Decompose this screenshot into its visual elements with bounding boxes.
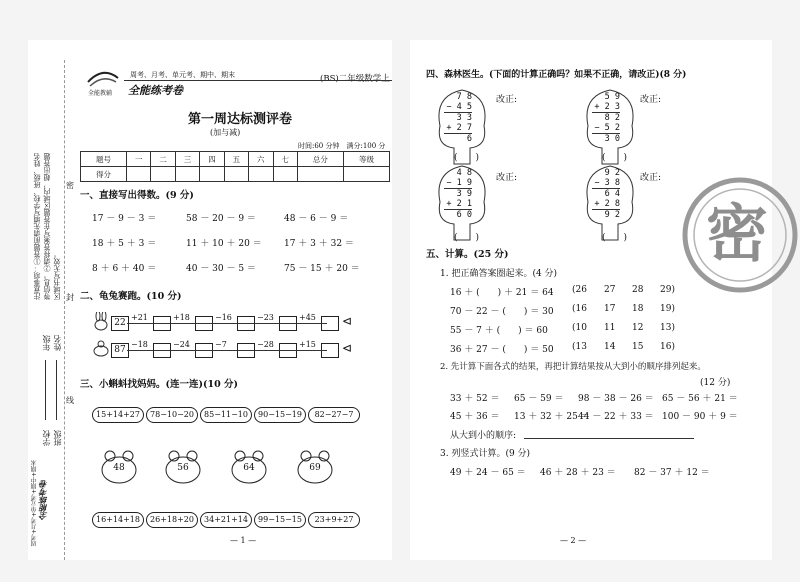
chain1-start: 22: [114, 318, 126, 328]
q2-points: (12 分): [700, 378, 731, 388]
finish-flag-icon: ⊲: [342, 314, 353, 328]
binding-bottom-tagline: 周考+月考+单元考+期中+期末: [31, 460, 38, 547]
q2-title: 2. 先计算下面各式的结果，再把计算结果按从大到小的顺序排列起来。: [440, 362, 706, 372]
frog-number: 64: [243, 463, 255, 473]
s1-eq: 11 ＋ 10 ＋ 20 ＝: [186, 239, 262, 249]
tadpole-card-bottom[interactable]: 34+21+14: [200, 512, 252, 528]
q2-expr: 45 ＋ 36 ＝: [450, 412, 500, 422]
paper-subtitle: (加与减): [210, 128, 241, 137]
tree-line: 5 9: [604, 92, 620, 102]
score-cell[interactable]: [297, 167, 343, 182]
score-head: 总分: [297, 152, 343, 167]
q1-opt[interactable]: 27: [604, 285, 616, 295]
turtle-icon: [92, 340, 110, 358]
tadpole-card-top[interactable]: 90−15−19: [254, 407, 306, 423]
grade-label: (BS)二年级数学上: [320, 74, 390, 84]
q1-title: 1. 把正确答案圈起来。(4 分): [440, 269, 558, 279]
binding-bottom-brand: 全能练考卷: [38, 480, 48, 520]
correct-label: 改正:: [496, 173, 518, 183]
s1-eq: 75 － 15 ＋ 20 ＝: [284, 264, 360, 274]
tree-line: 9 2: [604, 210, 620, 220]
tadpole-card-top[interactable]: 85−11−10: [200, 407, 252, 423]
score-cell[interactable]: [343, 167, 389, 182]
section2-heading: 二、龟兔赛跑。(10 分): [80, 291, 182, 302]
score-cell[interactable]: [175, 167, 199, 182]
tree-line: 3 9: [456, 189, 472, 199]
tree-line: 6 0: [456, 210, 472, 220]
seal-char-1: 密: [66, 181, 74, 190]
rabbit-icon: [92, 312, 110, 332]
score-cell[interactable]: [273, 167, 297, 182]
frog-mother[interactable]: [229, 448, 269, 486]
q1-opt[interactable]: 13): [660, 323, 675, 333]
q2-expr: 98 － 38 － 26 ＝: [578, 394, 654, 404]
score-table: [80, 151, 390, 182]
q1-opt[interactable]: 17: [604, 304, 616, 314]
score-head: 六: [249, 152, 273, 167]
q1-expr: 55 － 7 ＋ ( ) ＝ 60: [450, 326, 548, 336]
answer-blank[interactable]: ( ): [602, 153, 628, 163]
tadpole-card-bottom[interactable]: 16+14+18: [92, 512, 144, 528]
page-number-right: — 2 —: [560, 536, 587, 545]
tadpole-card-bottom[interactable]: 23+9+27: [308, 512, 360, 528]
frog-mother[interactable]: [295, 448, 335, 486]
q1-opt[interactable]: (26: [572, 285, 587, 295]
q1-opt[interactable]: 11: [604, 323, 616, 333]
page-number-left: — 1 —: [230, 536, 257, 545]
brand-tagline: 周考、月考、单元考、期中、期末: [130, 71, 235, 79]
chain1-op: +18: [173, 313, 190, 322]
q1-expr: 16 ＋ ( ) ＋ 21 ＝ 64: [450, 288, 554, 298]
frog-number: 69: [309, 463, 321, 473]
q1-opt[interactable]: (16: [572, 304, 587, 314]
chain2-op: −24: [173, 340, 190, 349]
s1-eq: 8 ＋ 6 ＋ 40 ＝: [92, 264, 157, 274]
q1-opt[interactable]: 29): [660, 285, 675, 295]
paper-title: 第一周达标测评卷: [187, 112, 292, 127]
score-cell[interactable]: [151, 167, 175, 182]
tree-line: 6 4: [604, 189, 620, 199]
q1-expr: 70 － 22 － ( ) ＝ 30: [450, 307, 554, 317]
section4-heading: 四、森林医生。(下面的计算正确吗？如果不正确，请改正)(8 分): [426, 70, 687, 80]
q2-expr: 44 － 22 ＋ 33 ＝: [578, 412, 654, 422]
q1-opt[interactable]: 15: [632, 342, 644, 352]
tadpole-card-bottom[interactable]: 99−15−15: [254, 512, 306, 528]
tree-line: 3 0: [604, 134, 620, 144]
score-head: 五: [224, 152, 248, 167]
brand-logo: [86, 66, 120, 97]
q3-title: 3. 列竖式计算。(9 分): [440, 449, 531, 459]
q3-expr: 46 ＋ 28 ＋ 23 ＝: [540, 468, 616, 478]
frog-number: 56: [177, 463, 189, 473]
score-head: 四: [200, 152, 224, 167]
tree-line: 7 8: [456, 92, 472, 102]
q1-opt[interactable]: 14: [604, 342, 616, 352]
section5-heading: 五、计算。(25 分): [426, 249, 509, 260]
seal-char-3: 线: [66, 396, 74, 405]
tree-line: + 2 7: [444, 123, 472, 134]
s1-eq: 58 － 20 － 9 ＝: [186, 214, 256, 224]
tree-line: − 5 2: [592, 123, 620, 134]
q2-expr: 13 ＋ 32 ＋ 25 ＝: [514, 412, 590, 422]
score-cell[interactable]: [126, 167, 150, 182]
score-head: 一: [126, 152, 150, 167]
q2-order-label: 从大到小的顺序:: [450, 431, 517, 441]
tree-line: 6: [466, 134, 472, 144]
tadpole-card-bottom[interactable]: 26+18+20: [146, 512, 198, 528]
s1-eq: 18 ＋ 5 ＋ 3 ＝: [92, 239, 157, 249]
answer-blank[interactable]: ( ): [454, 233, 480, 243]
section3-heading: 三、小蝌蚪找妈妈。(连一连)(10 分): [80, 379, 239, 390]
tree-line: − 1 9: [444, 178, 472, 189]
s1-eq: 48 － 6 － 9 ＝: [284, 214, 349, 224]
q2-expr: 33 ＋ 52 ＝: [450, 394, 500, 404]
chain1-op: −23: [257, 313, 274, 322]
correct-label: 改正:: [640, 173, 662, 183]
chain1-op: +21: [131, 313, 148, 322]
score-cell[interactable]: [224, 167, 248, 182]
stamp-char: 密: [706, 197, 769, 270]
chain2-op: −18: [131, 340, 148, 349]
field-grade: 年级: [42, 335, 51, 351]
s1-eq: 17 ＋ 3 ＋ 32 ＝: [284, 239, 354, 249]
tree-line: 9 2: [604, 168, 620, 178]
confidential-stamp: [680, 175, 800, 295]
s1-eq: 40 － 30 － 5 ＝: [186, 264, 256, 274]
series-title: 全能练考卷: [128, 84, 183, 97]
q1-opt[interactable]: 18: [632, 304, 644, 314]
frog-mother[interactable]: [163, 448, 203, 486]
q1-expr: 36 ＋ 27 － ( ) ＝ 50: [450, 345, 554, 355]
chain2-start: 87: [114, 345, 126, 355]
q1-opt[interactable]: 19): [660, 304, 675, 314]
q2-expr: 100 － 90 ＋ 9 ＝: [662, 412, 738, 422]
tadpole-card-top[interactable]: 15+14+27: [92, 407, 144, 423]
finish-flag-icon: ⊲: [342, 341, 353, 355]
field-school: 学校: [42, 430, 51, 446]
score-head: 二: [151, 152, 175, 167]
q2-expr: 65 － 56 ＋ 21 ＝: [662, 394, 738, 404]
tree-line: 8 2: [604, 113, 620, 123]
tree-line: 4 8: [456, 168, 472, 178]
score-label: 得分: [81, 167, 127, 182]
answer-blank[interactable]: ( ): [602, 233, 628, 243]
field-name: 姓名: [53, 335, 62, 351]
score-head: 三: [175, 152, 199, 167]
tree-line: + 2 1: [444, 199, 472, 210]
chain1-op: −16: [215, 313, 232, 322]
tree-line: − 3 8: [592, 178, 620, 189]
score-cell[interactable]: [200, 167, 224, 182]
q3-expr: 82 － 37 ＋ 12 ＝: [634, 468, 710, 478]
correct-label: 改正:: [640, 95, 662, 105]
tree-line: − 4 5: [444, 102, 472, 113]
score-cell[interactable]: [249, 167, 273, 182]
brand-logo-text: 全能教辅: [88, 90, 113, 97]
tadpole-card-top[interactable]: 82−27−7: [308, 407, 360, 423]
q1-opt[interactable]: 16): [660, 342, 675, 352]
q1-opt[interactable]: 28: [632, 285, 644, 295]
q1-opt[interactable]: (13: [572, 342, 587, 352]
q1-opt[interactable]: (10: [572, 323, 587, 333]
time-info: 时间:60 分钟 满分:100 分: [298, 142, 386, 150]
seal-char-2: 封: [66, 293, 74, 302]
tree-line: + 2 8: [592, 199, 620, 210]
section1-heading: 一、直接写出得数。(9 分): [80, 190, 194, 201]
score-head: 题号: [81, 152, 127, 167]
answer-blank[interactable]: ( ): [454, 153, 480, 163]
correct-label: 改正:: [496, 95, 518, 105]
chain2-op: +15: [299, 340, 316, 349]
score-head: 等级: [343, 152, 389, 167]
q2-order-line[interactable]: [524, 438, 694, 439]
q1-opt[interactable]: 12: [632, 323, 644, 333]
frog-mother[interactable]: [99, 448, 139, 486]
tree-line: 3 3: [456, 113, 472, 123]
q3-expr: 49 ＋ 24 － 65 ＝: [450, 468, 526, 478]
tadpole-card-top[interactable]: 78−10−20: [146, 407, 198, 423]
binding-notice: 注意事项：①答题前请先填写学校、班级、姓名等信息。②请将答案写在答题区域内，超出答题区域书写无效。: [33, 153, 61, 300]
frog-number: 48: [113, 463, 125, 473]
chain2-op: −28: [257, 340, 274, 349]
chain1-op: +45: [299, 313, 316, 322]
chain2-op: −7: [215, 340, 227, 349]
tree-line: + 2 3: [592, 102, 620, 113]
s1-eq: 17 － 9 － 3 ＝: [92, 214, 157, 224]
binding-strip: [30, 60, 76, 560]
score-head: 七: [273, 152, 297, 167]
q2-expr: 65 － 59 ＝: [514, 394, 564, 404]
field-class: 班级: [53, 430, 62, 446]
